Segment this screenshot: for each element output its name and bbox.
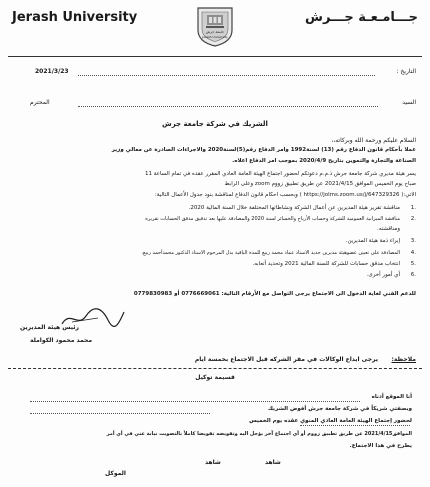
agenda-item: المصادقة على تعيين عضوهيئة مديرين جديد الاستاذ عماد محمد ربيع للمدة الباقية بدل المرحوم الاستاذ الدكتور محمدأحمد ربيع. (141, 250, 400, 256)
agenda-number: 4. (410, 250, 416, 256)
agenda-item-continuation: ومناقشته. (377, 226, 400, 232)
seal-emblem-icon (195, 4, 235, 48)
witness-label-1: شاهد (265, 459, 281, 466)
letterhead-arabic-title: جـــامـعـة جـــرش (305, 10, 418, 25)
date-dotted-line (78, 75, 375, 76)
university-seal (195, 4, 235, 48)
proxy-line-2: وبصفتي شريكاً في شركة جامعة جرش أفوض الشريك (267, 406, 412, 412)
agenda-number: 1. (410, 205, 416, 211)
proxy-dotted-line (300, 425, 410, 426)
to-label: السيد (402, 99, 416, 106)
proxy-line-3: لحضور إجتماع الهيئة العامة العادي المنوي عقده يوم الخميس (249, 418, 412, 424)
agenda-item: انتخاب مدقق حسابات للشركة للسنة المالية 2021 وتحديد أتعابه. (252, 261, 400, 267)
intro-line-3: يسر هيئة مديري شركة جامعة جرش ذ.م.م دعوتكم لحضور اجتماع الهيئة العامة العادي المقرر عقده في تمام الساعة 11 (144, 171, 416, 177)
signatory-name: محمد محمود الكواملة (30, 337, 93, 344)
seal-english-text: Jerash University (202, 35, 228, 39)
intro-line-1: عملا بأحكام قانون الدفاع رقم (13) لسنة1992 وامر الدفاع رقم(5)لسنة2020 والاجراءات الصادرة عن معالي وزير (111, 147, 416, 153)
agenda-item: إبراء ذمة هيئة المديرين. (345, 238, 400, 244)
proxy-dotted-line (30, 401, 360, 402)
cut-line (8, 368, 422, 370)
letterhead-divider (8, 56, 422, 57)
date-value: 2021/3/23 (35, 68, 69, 75)
respected-label: المحترم (30, 99, 50, 106)
greeting: السلام عليكم ورحمة الله وبركاته،، (331, 137, 416, 144)
intro-line-2: الصناعة والتجارة والتموين بتاريخ 2020/4/9 بموجب امر الدفاع اعلاه. (232, 158, 416, 164)
letterhead-english-title: Jerash University (12, 10, 138, 25)
agenda-number: 6. (410, 272, 416, 278)
agenda-item: مناقشة تقرير هيئة المديرين عن أعمال الشركة ونشاطاتها المختلفة خلال السنة المالية 2020. (188, 205, 400, 211)
intro-line-5: الاتي:( https://jolms.zoom.us/j/647329326 ) وبحسب احكام قانون الدفاع لمناقشة بنود جدول الأعمال التالية: (154, 192, 416, 198)
proxy-line-4: الموافق2021/4/15 عن طريق تطبيق زووم أو أي اجتماع آخر يؤجل اليه وتفويضه تفويضا كاملاً بالتصويت نيابة عني في أي أمر (106, 431, 412, 437)
signatory-title: رئيس هيئة المديرين (20, 324, 79, 331)
proxy-line-5: يطرح في هذا الاجتماع. (349, 443, 412, 449)
intro-line-4: صباح يوم الخميس الموافق 2021/4/15 عن طريق تطبيق زووم zoom وعلى الرابط (224, 181, 416, 187)
principal-label: الموكل (105, 470, 126, 477)
note-text: يرجى ايداع الوكالات في مقر الشركه قبل الاجتماع بخمسة ايام (194, 356, 378, 363)
date-label: التاريخ : (396, 68, 416, 75)
addressee-line: الشريك في شركة جامعة جرش (162, 120, 268, 128)
note-label: ملاحظة: (391, 356, 416, 363)
proxy-line-1: أنا الموقع أدناه (371, 394, 412, 400)
seal-arabic-text: جامعة جرش (205, 30, 225, 34)
proxy-dotted-line (30, 413, 210, 414)
support-contact: للدعم الفني لغاية الدخول الى الاجتماع يرجى التواصل مع الأرقام التالية: 0776669061 أو 0779830983 (133, 291, 416, 297)
agenda-number: 3. (410, 238, 416, 244)
agenda-item: مناقشة الميزانية العمومية للشركة وحساب الأرباح والخسائر لسنة 2020 والمصادقة عليها بعد تدقيق مدقق الحسابات تقريره (145, 216, 400, 222)
agenda-number: 2. (410, 216, 416, 222)
agenda-number: 5. (410, 261, 416, 267)
agenda-item: أي أمور أخرى. (366, 272, 400, 278)
proxy-title: قسيمة توكيل (195, 374, 235, 381)
to-dotted-line (78, 106, 378, 107)
witness-label-2: شاهد (205, 459, 221, 466)
